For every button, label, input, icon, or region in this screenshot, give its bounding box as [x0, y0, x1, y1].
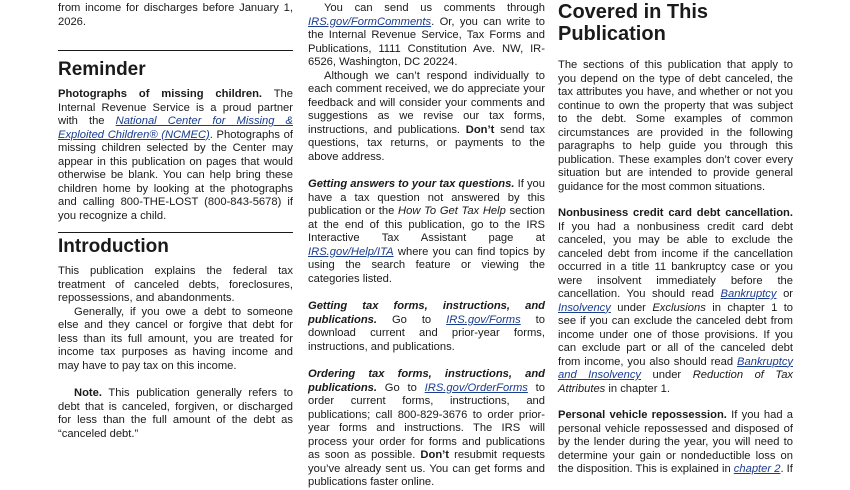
feedback-emphasis: Don’t: [465, 123, 495, 136]
comments-text: You can send us comments through: [324, 2, 545, 14]
reminder-heading: Reminder: [58, 59, 146, 80]
credit-card-text-2: in chapter 1 to see if you can exclude the canceled debt from income under one of those provisions. If you can exclude part or all of the canceled debt from income, you also should read: [558, 301, 794, 368]
covered-heading: Covered in This Publication: [558, 1, 709, 45]
intro-paragraph-1: This publication explains the federal tax treatment of canceled debts, foreclosures, repossessions, and abandonments.: [58, 265, 293, 304]
note-text: This publication generally refers to debt that is canceled, forgiven, or discharged for less than the full amount of the debt as “canceled debt.”: [58, 387, 293, 440]
vehicle-text: If you had a personal vehicle repossessed and disposed of by the lender during the year, you will need to determine your gain or nondeductible loss on the disposition. This is explained in: [558, 409, 794, 475]
feedback-text-2: send tax questions, tax returns, or payments to the above address.: [308, 123, 545, 163]
credit-card-under: under: [617, 301, 646, 314]
column-left: [58, 0, 293, 441]
chapter-2-link[interactable]: chapter 2: [733, 463, 781, 475]
comments-paragraph: [308, 2, 545, 70]
credit-card-or: or: [783, 288, 794, 300]
order-title: Ordering tax forms, instructions, and publications.: [308, 368, 545, 394]
forms-text-2: to download current and prior-year forms, instructions, and publications.: [308, 313, 546, 353]
answers-italic: How To Get Tax Help: [398, 205, 506, 217]
credit-card-title: Nonbusiness credit card debt cancellation.: [558, 207, 793, 219]
forms-title: Getting tax forms, instructions, and publications.: [308, 300, 545, 326]
help-ita-link[interactable]: IRS.gov/Help/ITA: [308, 245, 394, 258]
reminder-title: Photographs of missing children.: [58, 88, 263, 100]
section-rule: [58, 232, 293, 233]
reminder-text: The Internal Revenue Service is a proud partner with the: [58, 88, 293, 127]
answers-text-3: where you can find topics by using the search feature or viewing the categories listed.: [308, 245, 545, 285]
order-text-3: resubmit requests you’ve already sent us. You can get forms and publications faster online.: [308, 449, 546, 488]
covered-paragraph: The sections of this publication that apply to you depend on the type of debt canceled, the tax attributes you have, and whether or not you continue to own the property that was subject to the debt. Some examples of common circumstances are provided in the following paragraphs to help guide you through this publication. These examples don’t cover every situation but are intended to provide general guidance for the most common situations.: [558, 59, 793, 193]
form-comments-link[interactable]: IRS.gov/FormComments: [308, 15, 432, 28]
column-middle: [308, 0, 545, 490]
comments-address: . Or, you can write to the Internal Revenue Service, Tax Forms and Publications, 1111 Constitution Ave. NW, IR-6526, Washington, DC 20224.: [308, 15, 545, 68]
insolvency-link[interactable]: Insolvency: [558, 301, 611, 314]
forms-paragraph: [308, 300, 545, 354]
order-forms-link[interactable]: IRS.gov/OrderForms: [424, 381, 528, 394]
reminder-paragraph: [58, 88, 293, 223]
note-paragraph: [58, 387, 293, 441]
irs-forms-link[interactable]: IRS.gov/Forms: [446, 313, 521, 326]
bankruptcy-insolvency-link[interactable]: Bankruptcy and Insolvency: [558, 355, 794, 381]
feedback-text: Although we can’t respond individually to each comment received, we do appreciate your feedback and will consider your comments and suggestions as we revise our tax forms, instructions, and publications.: [308, 69, 545, 136]
order-text-2: to order current forms, instructions, and publications; call 800-829-3676 to order prior-year forms and instructions. The IRS will process your order for forms and publications as soon as possible.: [308, 381, 545, 461]
answers-paragraph: [308, 178, 545, 286]
credit-card-text-3: in chapter 1.: [608, 382, 670, 395]
vehicle-title: Personal vehicle repossession.: [558, 409, 727, 421]
order-emphasis: Don’t: [420, 449, 450, 461]
order-paragraph: [308, 368, 545, 490]
vehicle-text-2: . If: [780, 463, 793, 475]
answers-text: If you have a tax question not answered by this publication or the: [308, 178, 546, 217]
vehicle-paragraph: [558, 409, 793, 477]
ncmec-link[interactable]: National Center for Missing & Exploited Children® (NCMEC): [58, 115, 294, 141]
bankruptcy-link[interactable]: Bankruptcy: [720, 288, 777, 300]
column-right: [558, 0, 793, 477]
answers-title: Getting answers to your tax questions.: [308, 178, 515, 190]
carryover-text: from income for discharges before January 1, 2026.: [58, 2, 293, 28]
tax-attributes-italic: Reduction of Tax Attributes: [558, 369, 794, 395]
note-label: Note.: [74, 387, 102, 399]
forms-text: Go to: [391, 313, 432, 326]
introduction-heading: Introduction: [58, 236, 169, 257]
exclusions-italic: Exclusions: [652, 301, 706, 314]
credit-card-under-2: under: [652, 369, 682, 381]
feedback-paragraph: [308, 70, 545, 165]
reminder-text-2: . Photographs of missing children selected by the Center may appear in this publication on pages that would otherwise be blank. You can help bring these children home by looking at the photographs and calling 800-THE-LOST (800-843-5678) if you recognize a child.: [58, 128, 293, 222]
credit-card-paragraph: [558, 207, 793, 396]
intro-paragraph-2: Generally, if you owe a debt to someone else and they cancel or forgive that debt for less than its full amount, you are treated for income tax purposes as having income and may have to pay tax on this income.: [58, 305, 293, 372]
order-text: Go to: [384, 381, 417, 394]
credit-card-text: If you had a nonbusiness credit card debt canceled, you may be able to exclude the canceled debt from income if the cancellation occurred in a title 11 bankruptcy case or you were insolvent immediately before the cancellation. You should read: [558, 220, 793, 300]
answers-text-2: section at the end of this publication, go to the IRS Interactive Tax Assistant page at: [308, 205, 545, 244]
section-rule: [58, 50, 293, 51]
